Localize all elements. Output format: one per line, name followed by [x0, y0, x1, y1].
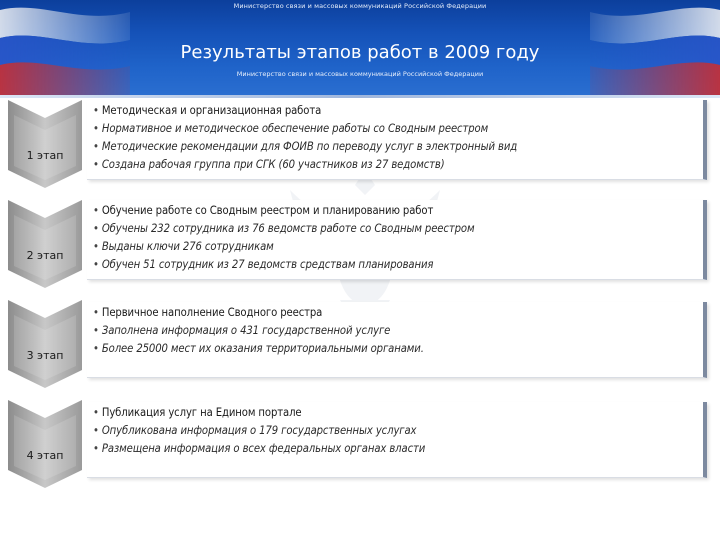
ministry-caption-sub: Министерство связи и массовых коммуникаций Российской Федерации [236, 70, 484, 78]
chevron-down-shape [8, 200, 82, 288]
chevron-down-shape [8, 300, 82, 388]
stage-4-label: 4 этап [26, 449, 64, 462]
stage-3-chevron [8, 300, 82, 388]
list-item: • Более 25000 мест их оказания территориальными органами. [93, 342, 424, 355]
list-item: • Нормативное и методическое обеспечение работы со Сводным реестром [93, 122, 489, 135]
list-item: • Обучен 51 сотрудник из 27 ведомств средствам планирования [93, 258, 434, 271]
stage-2-heading: • Обучение работе со Сводным реестром и планированию работ [93, 204, 434, 217]
page-title: Результаты этапов работ в 2009 году [180, 42, 540, 63]
stage-1-details [87, 100, 707, 180]
stage-2-details [87, 200, 707, 280]
list-item: • Выданы ключи 276 сотрудникам [93, 240, 274, 253]
stage-3-label: 3 этап [26, 349, 64, 362]
stage-2-label: 2 этап [26, 249, 64, 262]
list-item: • Опубликована информация о 179 государственных услугах [93, 424, 417, 437]
stage-1-label: 1 этап [26, 149, 64, 162]
ministry-caption-top: Министерство связи и массовых коммуникаций Российской Федерации [233, 2, 487, 10]
stage-4-chevron [8, 400, 82, 488]
stage-1-chevron [8, 100, 82, 188]
list-item: • Методические рекомендации для ФОИВ по переводу услуг в электронный вид [93, 140, 518, 153]
list-item: • Обучены 232 сотрудника из 76 ведомств работе со Сводным реестром [93, 222, 475, 235]
chevron-down-shape [8, 100, 82, 188]
list-item: • Создана рабочая группа при СГК (60 участников из 27 ведомств) [93, 158, 445, 171]
header-banner [0, 0, 720, 95]
stage-3-details [87, 302, 707, 378]
stage-2-chevron [8, 200, 82, 288]
stage-4-details [87, 402, 707, 478]
stage-4-heading: • Публикация услуг на Едином портале [93, 406, 302, 419]
list-item: • Заполнена информация о 431 государственной услуге [93, 324, 391, 337]
header-divider [0, 95, 720, 98]
stage-3-heading: • Первичное наполнение Сводного реестра [93, 306, 323, 319]
chevron-down-shape [8, 400, 82, 488]
stage-1-heading: • Методическая и организационная работа [93, 104, 322, 117]
list-item: • Размещена информация о всех федеральных органах власти [93, 442, 426, 455]
